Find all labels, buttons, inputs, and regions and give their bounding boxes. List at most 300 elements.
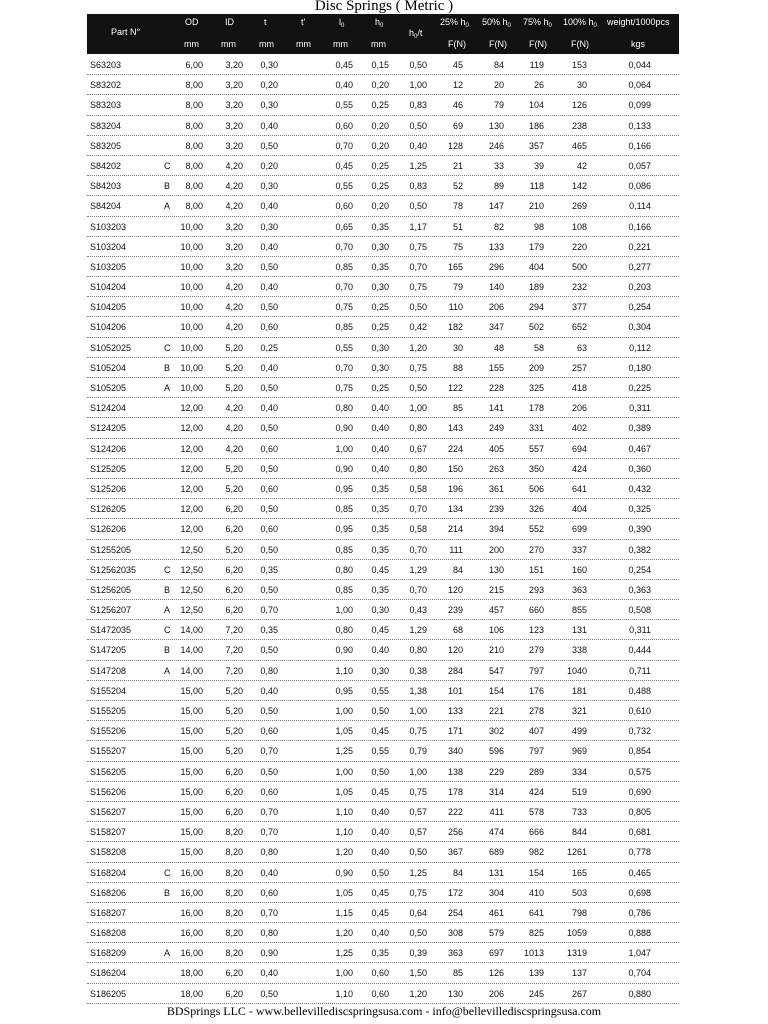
od-value: 8,00 bbox=[185, 201, 203, 212]
part-number: S125206 bbox=[90, 483, 127, 494]
f50-value: 206 bbox=[488, 302, 504, 313]
weight-value: 0,325 bbox=[628, 504, 651, 515]
h0-t-value: 0,75 bbox=[409, 241, 427, 252]
l0-value: 1,00 bbox=[335, 443, 353, 454]
f50-value: 246 bbox=[488, 140, 504, 151]
f100-value: 257 bbox=[571, 362, 587, 373]
unit-id: mm bbox=[221, 39, 236, 49]
group-letter: A bbox=[164, 383, 171, 393]
header-f25-sub: 0 bbox=[465, 23, 469, 29]
f25-value: 79 bbox=[452, 282, 463, 293]
table-row bbox=[87, 156, 679, 176]
unit-l0: mm bbox=[333, 39, 348, 49]
part-number: S155204 bbox=[90, 685, 127, 696]
od-value: 15,00 bbox=[180, 847, 203, 858]
f100-value: 798 bbox=[571, 907, 587, 918]
group-letter: C bbox=[164, 867, 171, 878]
h0-value: 0,20 bbox=[371, 80, 389, 91]
h0-t-value: 0,75 bbox=[409, 362, 427, 373]
f25-value: 256 bbox=[447, 827, 463, 838]
od-value: 8,00 bbox=[185, 100, 203, 111]
f75-value: 641 bbox=[528, 907, 544, 918]
od-value: 15,00 bbox=[180, 786, 203, 797]
h0-t-value: 0,70 bbox=[409, 261, 427, 272]
od-value: 16,00 bbox=[180, 928, 203, 939]
weight-value: 0,133 bbox=[628, 120, 651, 131]
table-row bbox=[87, 75, 679, 95]
f50-value: 210 bbox=[488, 645, 504, 656]
table-row bbox=[87, 257, 679, 277]
f75-value: 424 bbox=[528, 786, 544, 797]
od-value: 10,00 bbox=[180, 241, 203, 252]
l0-value: 0,85 bbox=[335, 504, 353, 515]
f50-value: 133 bbox=[488, 241, 504, 252]
f75-value: 357 bbox=[528, 140, 544, 151]
id-value: 4,20 bbox=[225, 160, 243, 171]
id-value: 4,20 bbox=[225, 403, 243, 414]
f50-value: 347 bbox=[488, 322, 504, 333]
h0-value: 0,30 bbox=[371, 282, 389, 293]
od-value: 15,00 bbox=[180, 766, 203, 777]
table-row bbox=[87, 984, 679, 1004]
f100-value: 232 bbox=[571, 282, 587, 293]
f50-value: 126 bbox=[488, 968, 504, 979]
f25-value: 51 bbox=[452, 221, 463, 232]
od-value: 12,50 bbox=[180, 605, 203, 616]
h0-value: 0,30 bbox=[371, 605, 389, 616]
id-value: 5,20 bbox=[225, 746, 243, 757]
f25-value: 120 bbox=[447, 645, 463, 656]
part-number: S105204 bbox=[90, 362, 127, 373]
weight-value: 0,363 bbox=[628, 584, 651, 595]
f50-value: 689 bbox=[488, 847, 504, 858]
f75-value: 289 bbox=[528, 766, 544, 777]
id-value: 3,20 bbox=[225, 261, 243, 272]
weight-value: 0,086 bbox=[628, 181, 651, 192]
h0-value: 0,45 bbox=[371, 625, 389, 636]
weight-value: 0,057 bbox=[628, 160, 651, 171]
weight-value: 0,704 bbox=[628, 968, 651, 979]
od-value: 10,00 bbox=[180, 322, 203, 333]
f75-value: 407 bbox=[528, 726, 544, 737]
od-value: 12,50 bbox=[180, 584, 203, 595]
weight-value: 0,488 bbox=[628, 685, 651, 696]
h0-t-value: 0,50 bbox=[409, 383, 427, 393]
h0-t-value: 1,00 bbox=[409, 403, 427, 414]
t-value: 0,60 bbox=[260, 887, 278, 898]
f75-value: 123 bbox=[528, 625, 544, 636]
l0-value: 1,00 bbox=[335, 706, 353, 716]
table-row bbox=[87, 560, 679, 580]
od-value: 15,00 bbox=[180, 806, 203, 817]
f50-value: 249 bbox=[488, 423, 504, 434]
h0-t-value: 1,20 bbox=[409, 988, 427, 999]
f75-value: 210 bbox=[528, 201, 544, 212]
h0-value: 0,40 bbox=[371, 423, 389, 434]
h0-t-value: 0,75 bbox=[409, 786, 427, 797]
f100-value: 153 bbox=[571, 60, 587, 70]
header-t-prime: t' bbox=[301, 17, 306, 27]
h0-value: 0,35 bbox=[371, 483, 389, 494]
table-row bbox=[87, 95, 679, 115]
f50-value: 302 bbox=[488, 726, 504, 737]
table-body bbox=[87, 55, 679, 1004]
part-number: S104206 bbox=[90, 322, 127, 333]
weight-value: 0,112 bbox=[629, 342, 651, 353]
od-value: 8,00 bbox=[185, 80, 203, 91]
t-value: 0,30 bbox=[260, 60, 278, 70]
l0-value: 1,00 bbox=[335, 968, 353, 979]
t-value: 0,20 bbox=[260, 160, 278, 171]
od-value: 10,00 bbox=[180, 342, 203, 353]
l0-value: 0,85 bbox=[335, 261, 353, 272]
weight-value: 0,432 bbox=[628, 483, 651, 494]
h0-t-value: 0,83 bbox=[409, 100, 427, 111]
header-h0-sub: 0 bbox=[380, 23, 384, 29]
f25-value: 308 bbox=[447, 928, 463, 939]
f100-value: 63 bbox=[576, 342, 587, 353]
od-value: 15,00 bbox=[180, 685, 203, 696]
f75-value: 797 bbox=[528, 665, 544, 676]
t-value: 0,70 bbox=[260, 605, 278, 616]
table-row bbox=[87, 640, 679, 660]
f75-value: 578 bbox=[528, 806, 544, 817]
f75-value: 39 bbox=[533, 160, 544, 171]
weight-value: 0,180 bbox=[628, 362, 651, 373]
id-value: 7,20 bbox=[225, 665, 243, 676]
f75-value: 557 bbox=[528, 443, 544, 454]
f50-value: 20 bbox=[493, 80, 504, 91]
id-value: 6,20 bbox=[225, 786, 243, 797]
t-value: 0,50 bbox=[260, 383, 278, 393]
f25-value: 46 bbox=[452, 100, 463, 111]
f100-value: 377 bbox=[571, 302, 587, 313]
f100-value: 269 bbox=[571, 201, 587, 212]
f100-value: 137 bbox=[571, 968, 587, 979]
h0-value: 0,25 bbox=[371, 100, 389, 111]
group-letter: A bbox=[164, 948, 171, 959]
t-value: 0,40 bbox=[260, 867, 278, 878]
part-number: S147205 bbox=[90, 645, 127, 656]
id-value: 4,20 bbox=[225, 302, 243, 313]
part-number: S83204 bbox=[90, 120, 122, 131]
part-number: S168206 bbox=[90, 887, 127, 898]
f50-value: 106 bbox=[488, 625, 504, 636]
f25-value: 196 bbox=[447, 483, 463, 494]
t-value: 0,90 bbox=[260, 948, 278, 959]
table-row bbox=[87, 661, 679, 681]
h0-t-value: 0,64 bbox=[409, 907, 427, 918]
f100-value: 108 bbox=[571, 221, 587, 232]
f75-value: 404 bbox=[528, 261, 544, 272]
h0-t-value: 0,50 bbox=[409, 847, 427, 858]
id-value: 4,20 bbox=[225, 322, 243, 333]
id-value: 8,20 bbox=[225, 907, 243, 918]
l0-value: 0,70 bbox=[335, 140, 353, 151]
weight-value: 0,681 bbox=[628, 827, 651, 838]
part-number: S84203 bbox=[90, 181, 122, 192]
part-number: S156206 bbox=[90, 786, 127, 797]
t-value: 0,80 bbox=[260, 665, 278, 676]
part-number: S168209 bbox=[90, 948, 127, 959]
f75-value: 179 bbox=[528, 241, 544, 252]
f75-value: 825 bbox=[528, 928, 544, 939]
group-letter: A bbox=[164, 201, 171, 212]
l0-value: 0,45 bbox=[335, 160, 353, 171]
l0-value: 0,85 bbox=[335, 544, 353, 555]
header-f25-base: 25% h bbox=[440, 17, 466, 27]
l0-value: 0,90 bbox=[335, 463, 353, 474]
f75-value: 982 bbox=[528, 847, 544, 858]
f25-value: 133 bbox=[447, 706, 463, 716]
header-f75-sub: 0 bbox=[548, 23, 552, 29]
h0-t-value: 0,80 bbox=[409, 645, 427, 656]
l0-value: 0,90 bbox=[335, 423, 353, 434]
f50-value: 154 bbox=[488, 685, 504, 696]
part-number: S63203 bbox=[90, 60, 122, 70]
header-ht-tail: /t bbox=[417, 28, 423, 38]
h0-value: 0,40 bbox=[371, 847, 389, 858]
weight-value: 0,508 bbox=[628, 605, 651, 616]
id-value: 8,20 bbox=[225, 827, 243, 838]
table-row bbox=[87, 176, 679, 196]
part-number: S84204 bbox=[90, 201, 122, 212]
f100-value: 641 bbox=[571, 483, 587, 494]
part-number: S155206 bbox=[90, 726, 127, 737]
f75-value: 278 bbox=[528, 706, 544, 716]
table-row bbox=[87, 338, 679, 358]
part-number: S83203 bbox=[90, 100, 122, 111]
weight-value: 0,304 bbox=[628, 322, 651, 333]
t-value: 0,50 bbox=[260, 261, 278, 272]
part-number: S1472035 bbox=[90, 625, 132, 636]
f100-value: 969 bbox=[571, 746, 587, 757]
h0-t-value: 1,00 bbox=[409, 706, 427, 716]
part-number: S1255205 bbox=[90, 544, 132, 555]
f25-value: 284 bbox=[447, 665, 463, 676]
footer-contact: BDSprings LLC - www.bellevillediscspringsusa.com - info@bellevillediscspringsusa.com bbox=[166, 1004, 602, 1018]
f25-value: 84 bbox=[452, 564, 463, 575]
od-value: 10,00 bbox=[180, 383, 203, 393]
id-value: 5,20 bbox=[225, 362, 243, 373]
header-f50 bbox=[482, 17, 511, 29]
h0-t-value: 0,79 bbox=[409, 746, 427, 757]
part-number: S1052025 bbox=[90, 342, 132, 353]
f75-value: 58 bbox=[533, 342, 544, 353]
table-header bbox=[87, 14, 679, 54]
f75-value: 209 bbox=[528, 362, 544, 373]
weight-value: 0,390 bbox=[628, 524, 651, 535]
h0-value: 0,50 bbox=[371, 867, 389, 878]
table-row bbox=[87, 519, 679, 539]
id-value: 3,20 bbox=[225, 241, 243, 252]
weight-value: 0,444 bbox=[628, 645, 651, 656]
part-number: S186205 bbox=[90, 988, 127, 999]
od-value: 8,00 bbox=[185, 140, 203, 151]
t-value: 0,60 bbox=[260, 483, 278, 494]
part-number: S1256205 bbox=[90, 584, 132, 595]
table-row bbox=[87, 540, 679, 560]
h0-value: 0,40 bbox=[371, 403, 389, 414]
l0-value: 1,10 bbox=[335, 827, 353, 838]
f100-value: 465 bbox=[571, 140, 587, 151]
h0-value: 0,20 bbox=[371, 140, 389, 151]
f100-value: 694 bbox=[571, 443, 587, 454]
weight-value: 0,311 bbox=[629, 403, 651, 414]
od-value: 10,00 bbox=[180, 302, 203, 313]
f100-value: 500 bbox=[571, 261, 587, 272]
f50-value: 596 bbox=[488, 746, 504, 757]
f100-value: 334 bbox=[571, 766, 587, 777]
weight-value: 0,854 bbox=[628, 746, 651, 757]
weight-value: 0,805 bbox=[628, 806, 651, 817]
od-value: 10,00 bbox=[180, 282, 203, 293]
f100-value: 165 bbox=[571, 867, 587, 878]
part-number: S126206 bbox=[90, 524, 127, 535]
f25-value: 340 bbox=[447, 746, 463, 757]
weight-value: 0,277 bbox=[628, 261, 651, 272]
l0-value: 1,10 bbox=[335, 806, 353, 817]
t-value: 0,40 bbox=[260, 362, 278, 373]
t-value: 0,40 bbox=[260, 685, 278, 696]
table-row bbox=[87, 620, 679, 640]
h0-t-value: 0,50 bbox=[409, 302, 427, 313]
f100-value: 42 bbox=[576, 160, 587, 171]
h0-value: 0,45 bbox=[371, 887, 389, 898]
f50-value: 131 bbox=[488, 867, 504, 878]
header-id: ID bbox=[225, 17, 234, 27]
od-value: 12,00 bbox=[180, 524, 203, 535]
l0-value: 0,95 bbox=[335, 685, 353, 696]
id-value: 5,20 bbox=[225, 685, 243, 696]
id-value: 8,20 bbox=[225, 847, 243, 858]
od-value: 6,00 bbox=[185, 60, 203, 70]
f50-value: 130 bbox=[488, 564, 504, 575]
id-value: 6,20 bbox=[225, 504, 243, 515]
h0-t-value: 1,25 bbox=[409, 160, 427, 171]
f100-value: 181 bbox=[571, 685, 587, 696]
header-h0-base: h bbox=[375, 17, 381, 27]
t-value: 0,50 bbox=[260, 423, 278, 434]
unit-f50: F(N) bbox=[489, 39, 507, 49]
l0-value: 0,80 bbox=[335, 403, 353, 414]
f75-value: 139 bbox=[528, 968, 544, 979]
f50-value: 314 bbox=[488, 786, 504, 797]
h0-t-value: 0,58 bbox=[409, 483, 427, 494]
f50-value: 221 bbox=[488, 706, 504, 716]
t-value: 0,40 bbox=[260, 201, 278, 212]
t-value: 0,20 bbox=[260, 80, 278, 91]
h0-t-value: 0,80 bbox=[409, 423, 427, 434]
t-value: 0,50 bbox=[260, 544, 278, 555]
f50-value: 457 bbox=[488, 605, 504, 616]
f75-value: 154 bbox=[528, 867, 544, 878]
t-value: 0,70 bbox=[260, 907, 278, 918]
t-value: 0,50 bbox=[260, 988, 278, 999]
t-value: 0,30 bbox=[260, 100, 278, 111]
h0-t-value: 0,50 bbox=[409, 928, 427, 939]
table-row bbox=[87, 963, 679, 983]
od-value: 14,00 bbox=[180, 625, 203, 636]
table-row bbox=[87, 136, 679, 156]
f75-value: 506 bbox=[528, 483, 544, 494]
h0-value: 0,20 bbox=[371, 201, 389, 212]
h0-value: 0,20 bbox=[371, 120, 389, 131]
weight-value: 0,203 bbox=[628, 282, 651, 293]
h0-value: 0,45 bbox=[371, 564, 389, 575]
h0-value: 0,45 bbox=[371, 907, 389, 918]
f25-value: 134 bbox=[447, 504, 463, 515]
h0-value: 0,55 bbox=[371, 746, 389, 757]
f75-value: 119 bbox=[529, 60, 544, 70]
od-value: 18,00 bbox=[180, 988, 203, 999]
od-value: 10,00 bbox=[180, 362, 203, 373]
h0-t-value: 1,50 bbox=[409, 968, 427, 979]
h0-value: 0,25 bbox=[371, 160, 389, 171]
t-value: 0,50 bbox=[260, 140, 278, 151]
part-number: S84202 bbox=[90, 160, 122, 171]
weight-value: 0,467 bbox=[628, 443, 651, 454]
h0-t-value: 0,80 bbox=[409, 463, 427, 474]
table-row bbox=[87, 479, 679, 499]
weight-value: 0,880 bbox=[628, 988, 651, 999]
header-f50-sub: 0 bbox=[507, 23, 511, 29]
f100-value: 652 bbox=[571, 322, 587, 333]
id-value: 6,20 bbox=[225, 605, 243, 616]
id-value: 8,20 bbox=[225, 867, 243, 878]
f100-value: 844 bbox=[571, 827, 587, 838]
h0-t-value: 0,50 bbox=[409, 60, 427, 70]
f25-value: 84 bbox=[452, 867, 463, 878]
table-row bbox=[87, 217, 679, 237]
h0-value: 0,25 bbox=[371, 181, 389, 192]
l0-value: 1,20 bbox=[335, 847, 353, 858]
unit-t: mm bbox=[259, 39, 274, 49]
table-row bbox=[87, 863, 679, 883]
f50-value: 296 bbox=[488, 261, 504, 272]
h0-t-value: 1,00 bbox=[409, 766, 427, 777]
h0-t-value: 1,29 bbox=[409, 625, 427, 636]
f100-value: 519 bbox=[571, 786, 587, 797]
h0-t-value: 0,40 bbox=[409, 140, 427, 151]
table-row bbox=[87, 580, 679, 600]
f100-value: 131 bbox=[571, 625, 587, 636]
id-value: 3,20 bbox=[225, 140, 243, 151]
f100-value: 321 bbox=[571, 706, 587, 716]
table-row bbox=[87, 116, 679, 136]
od-value: 14,00 bbox=[180, 645, 203, 656]
table-row bbox=[87, 196, 679, 216]
f100-value: 267 bbox=[571, 988, 587, 999]
h0-t-value: 1,25 bbox=[409, 867, 427, 878]
weight-value: 0,389 bbox=[628, 423, 651, 434]
f25-value: 88 bbox=[452, 362, 463, 373]
page-title: Disc Springs ( Metric ) bbox=[314, 0, 454, 14]
t-value: 0,50 bbox=[260, 584, 278, 595]
header-f50-base: 50% h bbox=[482, 17, 508, 27]
f75-value: 98 bbox=[533, 221, 544, 232]
h0-t-value: 0,43 bbox=[409, 605, 427, 616]
header-f25 bbox=[440, 17, 469, 29]
t-value: 0,50 bbox=[260, 302, 278, 313]
weight-value: 0,888 bbox=[628, 928, 651, 939]
od-value: 8,00 bbox=[185, 120, 203, 131]
f100-value: 1261 bbox=[566, 847, 587, 858]
f75-value: 178 bbox=[528, 403, 544, 414]
l0-value: 0,55 bbox=[335, 100, 353, 111]
part-number: S104204 bbox=[90, 282, 127, 293]
id-value: 3,20 bbox=[225, 100, 243, 111]
